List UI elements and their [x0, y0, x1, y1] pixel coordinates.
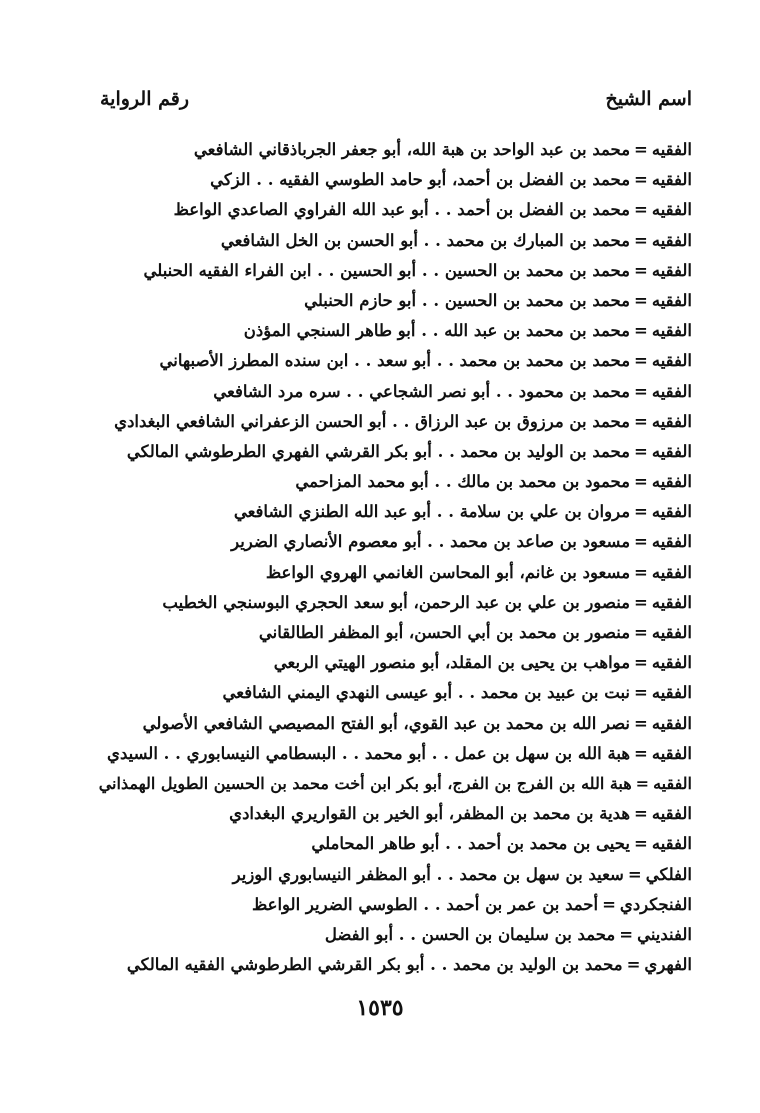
entry-term: الفقيه [651, 321, 692, 341]
entry-description: محمد بن محمد بن محمد . . أبو سعد . . ابن سنده المطرز الأصبهاني [159, 351, 631, 371]
entry-term: الفقيه [651, 562, 692, 582]
entry-term: الفقيه [651, 170, 692, 190]
entry-term: الفقيه [653, 773, 692, 793]
equals-sign: = [634, 351, 648, 371]
entry-term: الفقيه [651, 592, 692, 612]
entry-description: أحمد بن عمر بن أحمد . . الطوسي الضرير الواعظ [251, 894, 599, 914]
entry-description: محمد بن مرزوق بن عبد الرزاق . . أبو الحسن الزعفراني الشافعي البغدادي [114, 411, 631, 431]
list-item [82, 286, 692, 316]
equals-sign: = [634, 290, 648, 310]
list-item [82, 588, 692, 618]
equals-sign: = [634, 683, 648, 703]
entry-description: محمد بن محمد بن عبد الله . . أبو طاهر السنجي المؤذن [243, 321, 631, 341]
list-item [82, 467, 692, 497]
entry-term: الفقيه [651, 804, 692, 824]
entry-description: مروان بن علي بن سلامة . . أبو عبد الله الطنزي الشافعي [233, 502, 631, 522]
list-item [82, 678, 692, 708]
list-item [82, 437, 692, 467]
list-item [82, 497, 692, 527]
list-item [82, 316, 692, 346]
entry-term: الفقيه [651, 140, 692, 159]
list-item [82, 407, 692, 437]
equals-sign: = [634, 713, 648, 733]
entry-description: مسعود بن صاعد بن محمد . . أبو معصوم الأنصاري الضرير [231, 532, 631, 552]
entries-list [82, 135, 692, 980]
entry-description: منصور بن علي بن عبد الرحمن، أبو سعد الحجري البوسنجي الخطيب [162, 592, 631, 612]
equals-sign: = [634, 623, 648, 642]
list-item [82, 165, 692, 195]
entry-term: الفقيه [651, 653, 692, 673]
entry-term: الفقيه [651, 834, 692, 854]
list-item [82, 799, 692, 829]
entry-description: محمد بن الفضل بن أحمد . . أبو عبد الله الفراوي الصاعدي الواعظ [173, 200, 631, 220]
entry-description: يحيى بن محمد بن أحمد . . أبو طاهر المحاملي [311, 834, 631, 854]
equals-sign: = [634, 653, 648, 673]
equals-sign: = [634, 140, 648, 159]
entry-term: الفقيه [651, 743, 692, 763]
entry-description: محمود بن محمد بن مالك . . أبو محمد المزاحمي [295, 472, 631, 492]
list-item [82, 920, 692, 950]
entry-description: محمد بن محمود . . أبو نصر الشجاعي . . سره مرد الشافعي [213, 381, 631, 401]
equals-sign: = [634, 472, 648, 492]
equals-sign: = [619, 924, 634, 944]
entry-description: نبت بن عبيد بن محمد . . أبو عيسى النهدي اليمني الشافعي [222, 683, 631, 703]
equals-sign: = [634, 230, 648, 250]
entry-term: الفقيه [651, 200, 692, 220]
list-item [82, 256, 692, 286]
column-header-sheikh-name: اسم الشيخ [605, 88, 692, 110]
column-header-narration-number: رقم الرواية [100, 88, 189, 110]
list-item [82, 226, 692, 256]
entry-description: محمد بن الفضل بن أحمد، أبو حامد الطوسي الفقيه . . الزكي [210, 170, 631, 190]
list-item [82, 377, 692, 407]
entry-description: مواهب بن يحيى بن المقلد، أبو منصور الهيتي الربعي [273, 653, 631, 673]
equals-sign: = [626, 955, 641, 975]
list-item [82, 709, 692, 739]
list-item [82, 739, 692, 769]
entry-term: الفقيه [651, 472, 692, 492]
equals-sign: = [634, 502, 648, 522]
equals-sign: = [627, 864, 642, 884]
entry-term: الفقيه [651, 623, 692, 642]
equals-sign: = [634, 200, 648, 220]
list-item [82, 769, 692, 799]
equals-sign: = [634, 592, 648, 612]
entry-term: الفنديني [637, 924, 692, 944]
entry-description: محمد بن سليمان بن الحسن . . أبو الفضل [324, 924, 616, 944]
entry-term: الفهري [644, 955, 692, 975]
entry-description: منصور بن محمد بن أبي الحسن، أبو المظفر الطالقاني [258, 623, 631, 642]
entry-description: هبة الله بن الفرج بن الفرج، أبو بكر ابن أخت محمد بن الحسين الطويل الهمذاني [98, 773, 632, 793]
entry-term: الفقيه [651, 230, 692, 250]
list-item [82, 527, 692, 557]
equals-sign: = [634, 804, 648, 824]
equals-sign: = [634, 411, 648, 431]
entry-description: نصر الله بن محمد بن عبد القوي، أبو الفتح المصيصي الشافعي الأصولي [142, 713, 631, 733]
table-header [100, 88, 692, 118]
entry-description: محمد بن عبد الواحد بن هبة الله، أبو جعفر الجرباذقاني الشافعي [193, 140, 631, 159]
entry-term: الفقيه [651, 381, 692, 401]
list-item [82, 860, 692, 890]
entry-term: الفقيه [651, 683, 692, 703]
equals-sign: = [634, 562, 648, 582]
list-item [82, 195, 692, 225]
entry-term: الفقيه [651, 351, 692, 371]
entry-term: الفلكي [645, 864, 692, 884]
equals-sign: = [635, 773, 650, 793]
equals-sign: = [634, 260, 648, 280]
entry-term: الفقيه [651, 411, 692, 431]
entry-term: الفقيه [651, 441, 692, 461]
equals-sign: = [602, 894, 616, 914]
entry-description: محمد بن الوليد بن محمد . . أبو بكر القرشي الطرطوشي الفقيه المالكي [126, 955, 623, 975]
entry-description: سعيد بن سهل بن محمد . . أبو المظفر النيسابوري الوزير [232, 864, 624, 884]
entry-description: هدية بن محمد بن المظفر، أبو الخير بن القواريري البغدادي [229, 804, 631, 824]
entry-description: محمد بن محمد بن الحسين . . أبو الحسين . . ابن الفراء الفقيه الحنبلي [143, 260, 631, 280]
entry-description: محمد بن المبارك بن محمد . . أبو الحسن بن الخل الشافعي [220, 230, 631, 250]
list-item [82, 618, 692, 648]
entry-description: محمد بن محمد بن الحسين . . أبو حازم الحنبلي [304, 290, 631, 310]
list-item [82, 558, 692, 588]
list-item [82, 135, 692, 165]
entry-term: الفقيه [651, 532, 692, 552]
equals-sign: = [634, 532, 648, 552]
entry-term: الفقيه [651, 260, 692, 280]
list-item [82, 648, 692, 678]
entry-description: مسعود بن غانم، أبو المحاسن الغانمي الهروي الواعظ [265, 562, 631, 582]
entry-term: الفنجكردي [619, 894, 692, 914]
page-number: ١٥٣٥ [356, 995, 404, 1021]
equals-sign: = [634, 321, 648, 341]
list-item [82, 890, 692, 920]
entry-term: الفقيه [651, 290, 692, 310]
entry-description: هبة الله بن سهل بن عمل . . أبو محمد . . البسطامي النيسابوري . . السيدي [107, 743, 631, 763]
equals-sign: = [634, 743, 648, 763]
equals-sign: = [634, 441, 648, 461]
entry-description: محمد بن الوليد بن محمد . . أبو بكر القرشي الفهري الطرطوشي المالكي [126, 441, 631, 461]
list-item [82, 346, 692, 376]
equals-sign: = [634, 834, 648, 854]
list-item [82, 829, 692, 859]
list-item [82, 950, 692, 980]
entry-term: الفقيه [651, 713, 692, 733]
equals-sign: = [634, 170, 648, 190]
equals-sign: = [634, 381, 648, 401]
entry-term: الفقيه [651, 502, 692, 522]
